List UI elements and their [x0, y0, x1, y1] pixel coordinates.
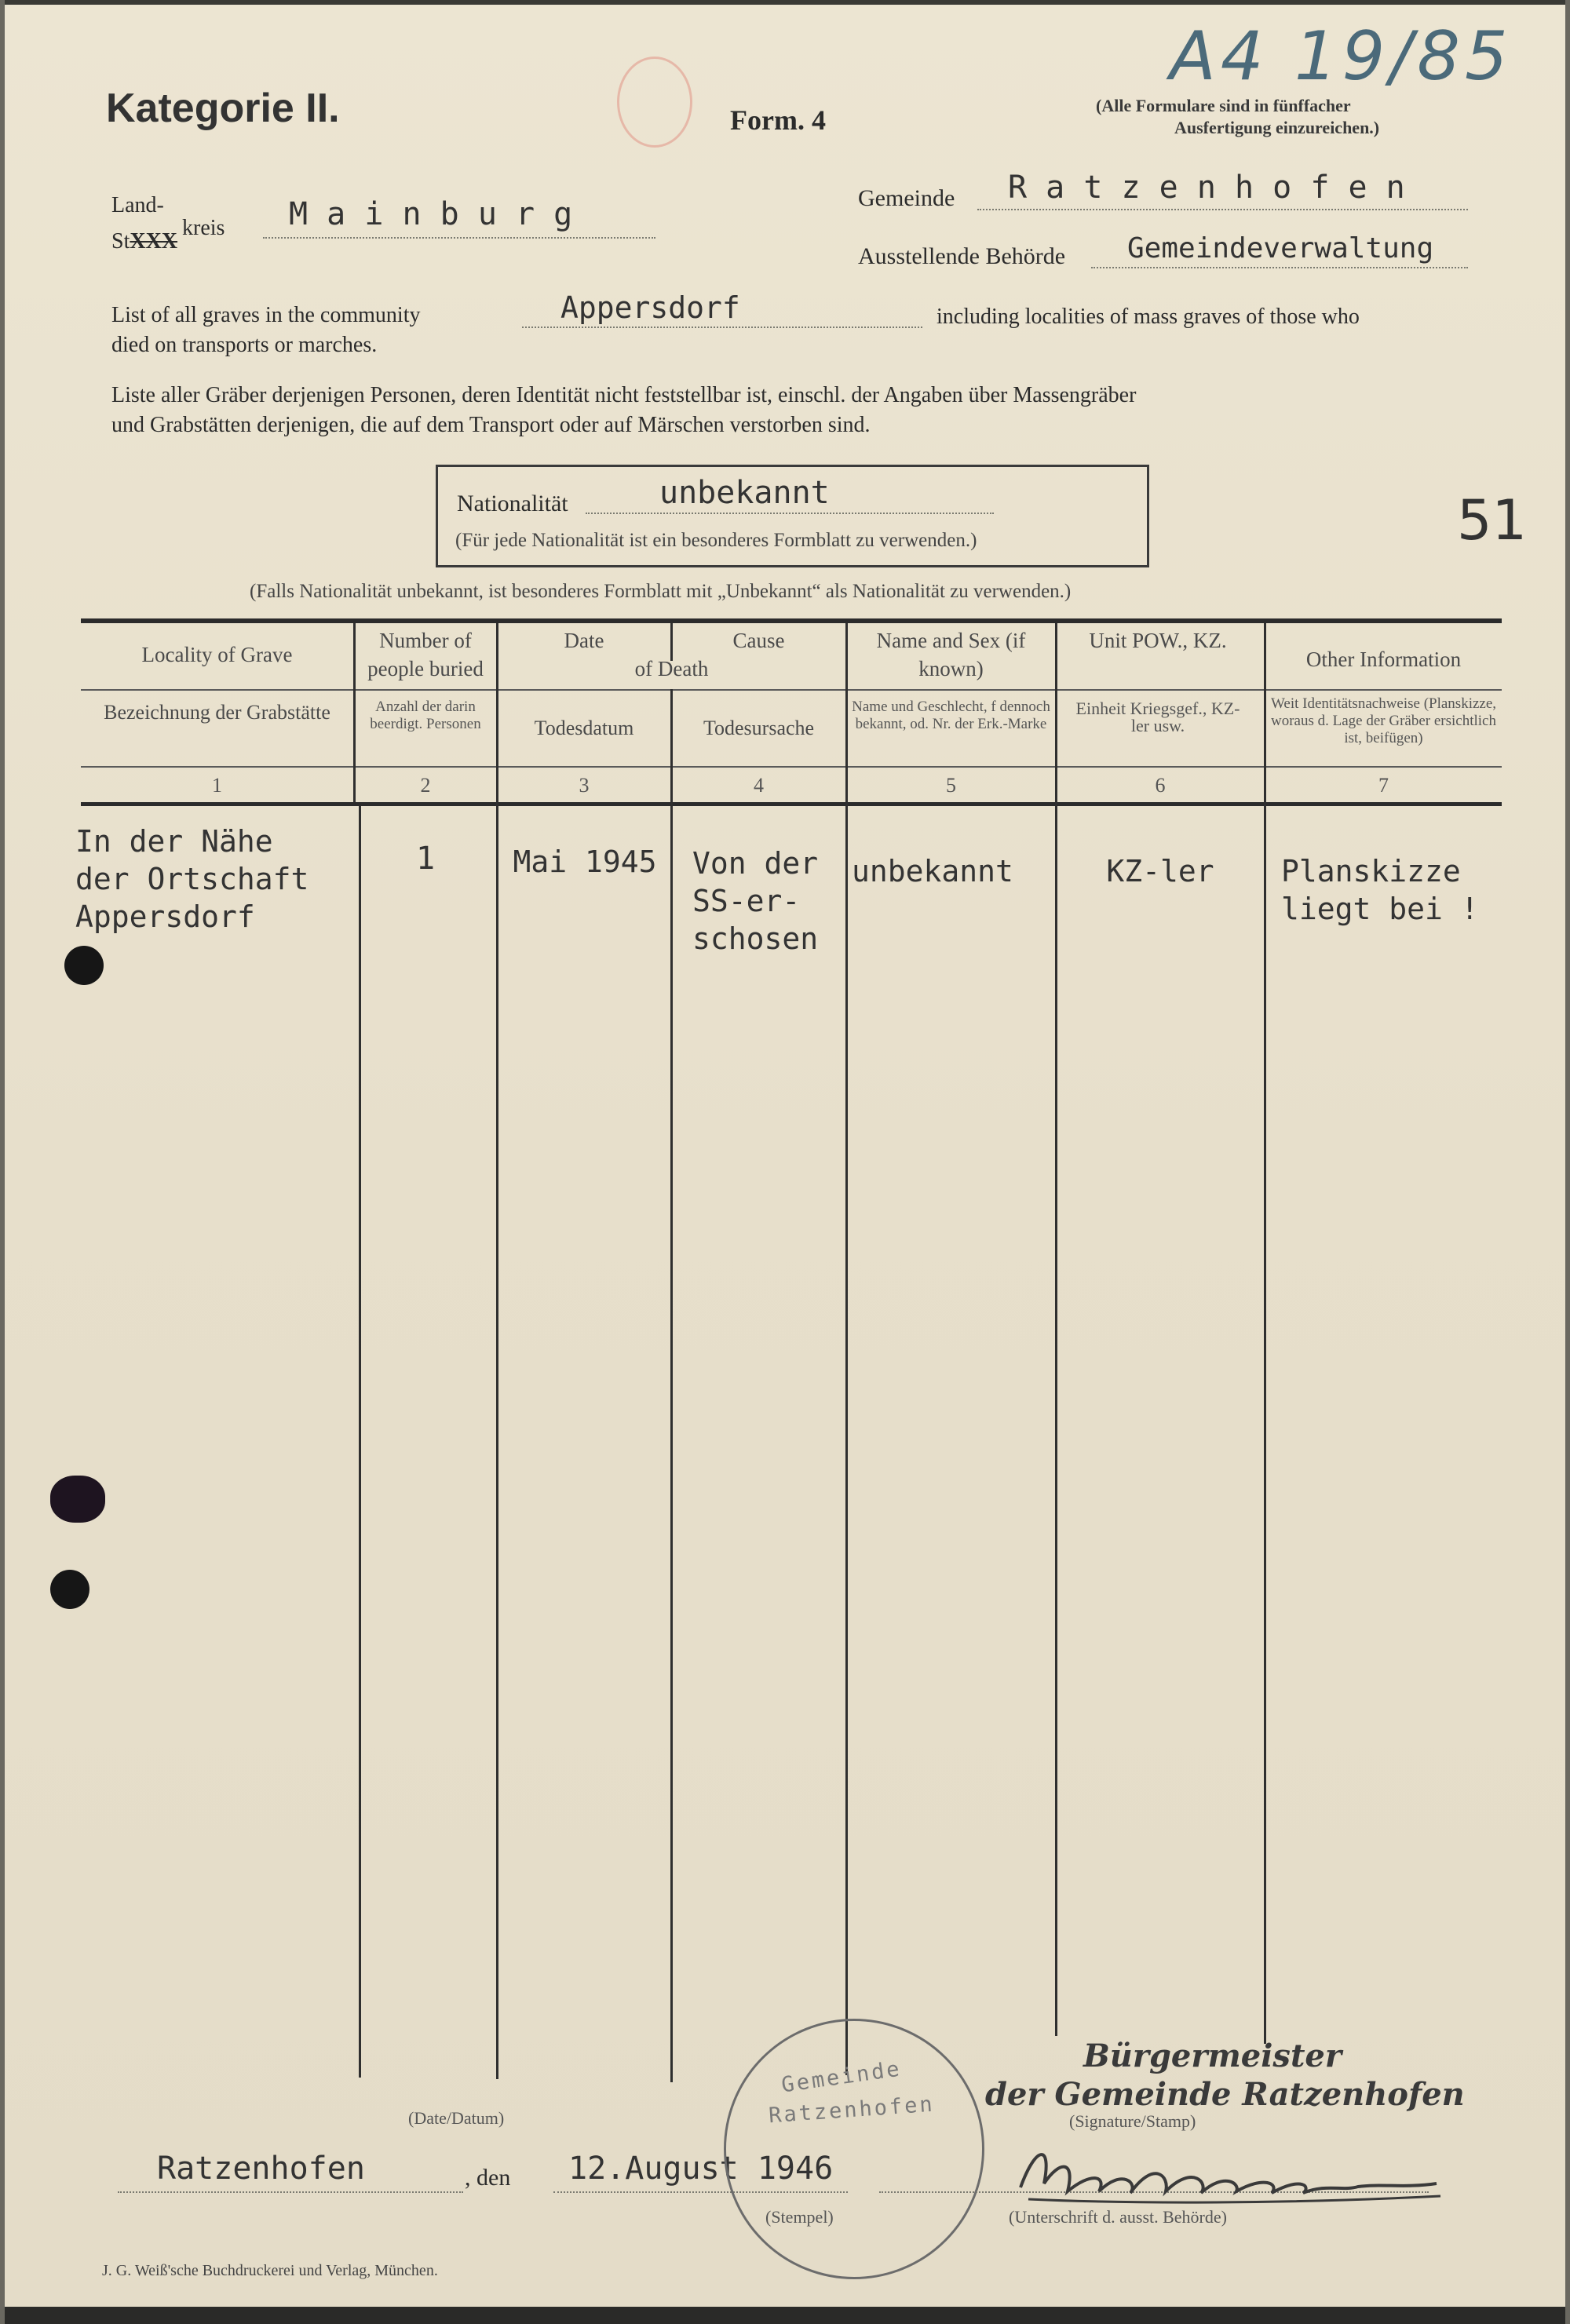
- table-top-rule: [81, 618, 1502, 623]
- column-divider-4: [845, 623, 848, 2075]
- archive-reference: A4 19/85: [1170, 17, 1513, 96]
- header-de-date: Todesdatum: [534, 717, 634, 739]
- behoerde-dots: [1091, 265, 1468, 268]
- column-number-4: 4: [754, 774, 764, 797]
- footer-den: , den: [465, 2165, 511, 2191]
- printer-credit: J. G. Weiß'sche Buchdruckerei und Verlag, München.: [102, 2262, 438, 2279]
- stadt-label: St: [111, 229, 130, 254]
- stamp-label: (Stempel): [765, 2207, 834, 2227]
- landkreis-dots: [263, 235, 655, 239]
- header-other: Other Information: [1305, 648, 1462, 671]
- header-unit: Unit POW., KZ.: [1089, 629, 1227, 652]
- official-title-line2: der Gemeinde Ratzenhofen: [985, 2076, 1465, 2113]
- stamp-text-line2: Ratzenhofen: [768, 2092, 936, 2129]
- scan-edge-top: [0, 0, 1570, 5]
- community-value: Appersdorf: [560, 290, 740, 325]
- copies-note-line2: Ausfertigung einzureichen.): [1174, 118, 1380, 137]
- footer-place: Ratzenhofen: [157, 2151, 365, 2187]
- date-label: (Date/Datum): [408, 2108, 505, 2128]
- table-cell-date: Mai 1945: [513, 845, 657, 879]
- table-cell-other: Planskizze liegt bei !: [1281, 854, 1479, 926]
- nationality-value: unbekannt: [659, 475, 830, 511]
- header-locality: Locality of Grave: [141, 643, 293, 666]
- stamp-text-line1: Gemeinde: [780, 2056, 904, 2098]
- copies-note-line1: (Alle Formulare sind in fünffacher: [1096, 96, 1351, 115]
- table-num-rule: [81, 766, 1502, 768]
- table-cell-number: 1: [415, 841, 436, 877]
- page-number: 51: [1457, 488, 1528, 553]
- column-number-3: 3: [579, 774, 590, 797]
- punch-hole-2: [50, 1476, 105, 1523]
- column-number-5: 5: [946, 774, 956, 797]
- gemeinde-value: R a t z e n h o f e n: [1008, 170, 1405, 206]
- kreis-label: kreis: [182, 216, 225, 240]
- column-divider-3: [670, 689, 673, 2082]
- nationality-label: Nationalität: [457, 491, 568, 516]
- unknown-nationality-note: (Falls Nationalität unbekannt, ist besonderes Formblatt mit „Unbekannt“ als Nationalität zu verwenden.): [250, 581, 1072, 602]
- table-body-rule: [81, 802, 1502, 806]
- form-number: Form. 4: [730, 104, 826, 136]
- footer-date: 12.August 1946: [568, 2151, 834, 2187]
- nationality-box: [436, 465, 1149, 567]
- header-de-other: Weit Identitätsnachweise (Planskizze, woraus d. Lage der Gräber ersichtlich ist, beifügen): [1270, 695, 1497, 746]
- header-cause: Cause: [732, 629, 785, 652]
- column-number-2: 2: [420, 774, 431, 797]
- landkreis-value: M a i n b u r g: [289, 196, 573, 232]
- official-title-line1: Bürgermeister: [1083, 2038, 1342, 2074]
- column-number-7: 7: [1378, 774, 1389, 797]
- german-title-line1: Liste aller Gräber derjenigen Personen, deren Identität nicht feststellbar ist, einschl. der Angaben über Massengräber: [111, 383, 1137, 407]
- header-de-cause: Todesursache: [703, 717, 815, 739]
- table-cell-cause: Von der SS-er- schosen: [692, 846, 819, 956]
- header-date: Date: [564, 629, 604, 652]
- scan-edge-right: [1565, 0, 1570, 2324]
- community-label: List of all graves in the community: [111, 303, 421, 327]
- header-de-name: Name und Geschlecht, f dennoch bekannt, od. Nr. der Erk.-Marke: [852, 699, 1050, 732]
- column-divider-5: [1055, 623, 1057, 2036]
- behoerde-label: Ausstellende Behörde: [858, 243, 1066, 269]
- place-dots: [118, 2190, 463, 2193]
- punch-hole-1: [64, 946, 104, 985]
- header-de-locality: Bezeichnung der Grabstätte: [104, 701, 330, 724]
- community-suffix: including localities of mass graves of those who: [937, 305, 1360, 329]
- municipal-stamp: [724, 2019, 984, 2279]
- scan-edge-bottom: [0, 2307, 1570, 2324]
- punch-hole-3: [50, 1570, 89, 1609]
- german-title-line2: und Grabstätten derjenigen, die auf dem Transport oder auf Märschen verstorben sind.: [111, 413, 871, 437]
- table-mid-rule: [81, 689, 1502, 691]
- signature-stamp-label: (Signature/Stamp): [1069, 2111, 1196, 2131]
- column-number-1: 1: [212, 774, 222, 797]
- table-cell-unit: KZ-ler: [1106, 854, 1214, 888]
- column-divider-6: [1264, 623, 1266, 2044]
- gemeinde-label: Gemeinde: [858, 185, 955, 211]
- handwritten-signature: [1013, 2129, 1452, 2215]
- community-dots: [522, 325, 922, 328]
- pencil-mark: [617, 57, 692, 148]
- column-divider-1: [359, 806, 361, 2078]
- column-number-6: 6: [1155, 774, 1166, 797]
- header-de-unit: Einheit Kriegsgef., KZ-ler usw.: [1075, 699, 1240, 735]
- header-number: Number of people buried: [367, 629, 484, 680]
- community-line2: died on transports or marches.: [111, 333, 378, 357]
- nationality-note: (Für jede Nationalität ist ein besonderes Formblatt zu verwenden.): [455, 530, 977, 551]
- header-name: Name and Sex (if known): [876, 629, 1026, 680]
- nationality-dots: [586, 511, 994, 514]
- scan-edge-left: [0, 0, 5, 2324]
- land-label: Land-: [111, 193, 164, 217]
- signature-label: (Unterschrift d. ausst. Behörde): [1009, 2207, 1227, 2227]
- column-divider-2: [496, 623, 498, 2079]
- category-title: Kategorie II.: [106, 86, 340, 131]
- table-cell-name: unbekannt: [852, 854, 1013, 888]
- header-de-number: Anzahl der darin beerdigt. Personen: [370, 699, 481, 732]
- table-cell-locality: In der Nähe der Ortschaft Appersdorf: [75, 824, 309, 934]
- header-of-death: of Death: [634, 657, 709, 680]
- behoerde-value: Gemeindeverwaltung: [1127, 232, 1434, 265]
- stadt-struck: XXX: [130, 229, 178, 254]
- gemeinde-dots: [977, 207, 1468, 210]
